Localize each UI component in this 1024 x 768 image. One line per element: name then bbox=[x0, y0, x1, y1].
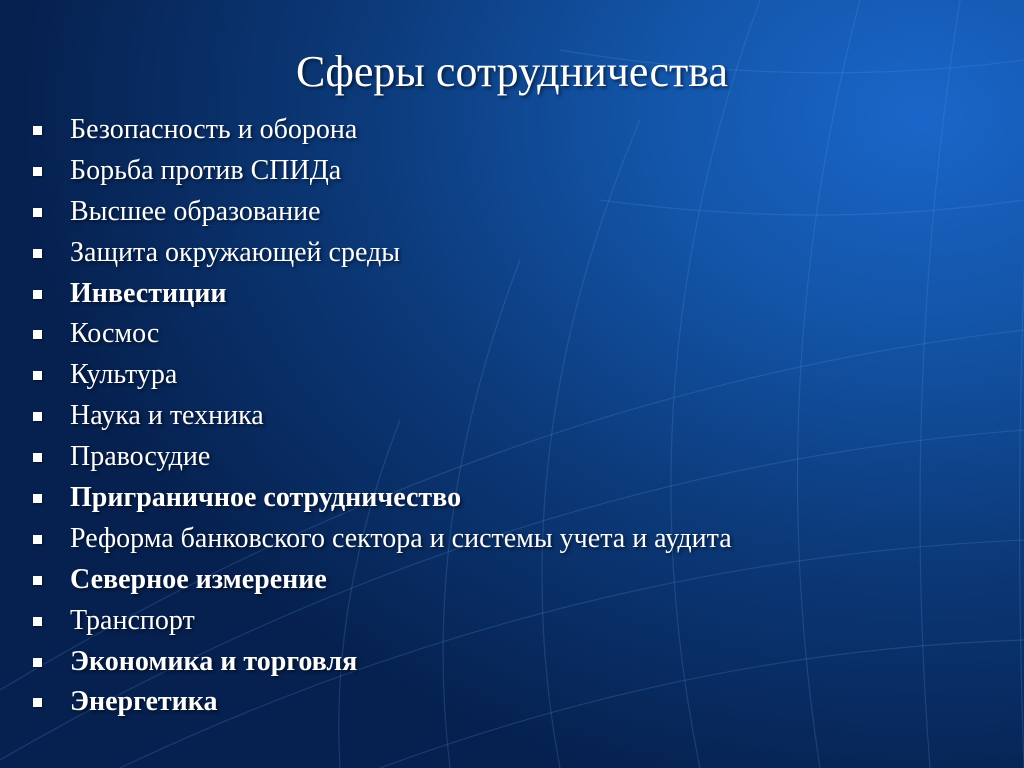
list-item-label: Реформа банковского сектора и системы учета и аудита bbox=[70, 522, 732, 554]
list-item-label: Северное измерение bbox=[70, 563, 327, 595]
square-bullet-icon bbox=[33, 617, 42, 626]
square-bullet-icon bbox=[33, 371, 42, 380]
list-item-label: Энергетика bbox=[70, 686, 218, 718]
list-item-label: Борьба против СПИДа bbox=[70, 154, 342, 186]
square-bullet-icon bbox=[33, 658, 42, 667]
square-bullet-icon bbox=[33, 290, 42, 299]
square-bullet-icon bbox=[33, 249, 42, 258]
list-item-label: Защита окружающей среды bbox=[70, 236, 401, 268]
list-item-label: Экономика и торговля bbox=[70, 645, 358, 677]
square-bullet-icon bbox=[33, 167, 42, 176]
list-item-label: Инвестиции bbox=[70, 277, 227, 309]
list-item-label: Безопасность и оборона bbox=[70, 114, 358, 145]
list-item-label: Приграничное сотрудничество bbox=[70, 482, 462, 514]
square-bullet-icon bbox=[33, 576, 42, 585]
list-item-label: Высшее образование bbox=[70, 195, 321, 227]
square-bullet-icon bbox=[33, 698, 42, 707]
square-bullet-icon bbox=[33, 494, 42, 503]
list-item-label: Культура bbox=[70, 359, 178, 391]
square-bullet-icon bbox=[33, 412, 42, 421]
list-item-label: Транспорт bbox=[70, 604, 195, 636]
square-bullet-icon bbox=[33, 535, 42, 544]
list-item-label: Наука и техника bbox=[70, 400, 264, 432]
square-bullet-icon bbox=[33, 126, 42, 135]
square-bullet-icon bbox=[33, 453, 42, 462]
list-item-label: Космос bbox=[70, 318, 160, 350]
square-bullet-icon bbox=[33, 208, 42, 217]
list-item-label: Правосудие bbox=[70, 441, 211, 473]
square-bullet-icon bbox=[33, 330, 42, 339]
slide-title: Сферы сотрудничества bbox=[295, 47, 729, 96]
